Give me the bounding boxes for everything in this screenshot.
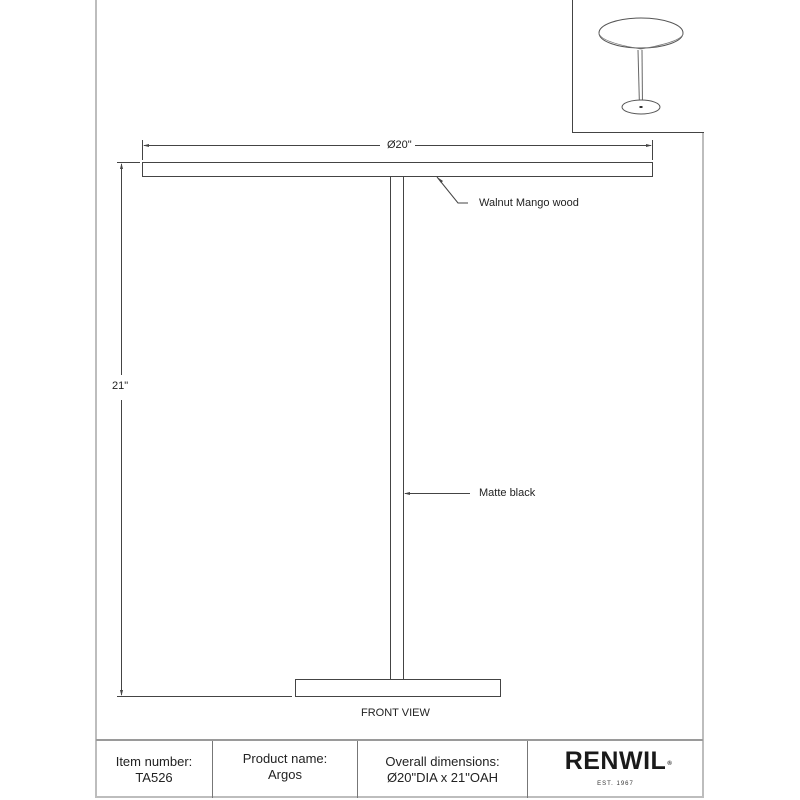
height-dimension-label: 21" xyxy=(112,380,129,392)
base-outline xyxy=(296,680,501,697)
arrow-up-icon xyxy=(120,163,123,169)
perspective-thumbnail xyxy=(572,0,704,133)
brand-cell xyxy=(528,741,703,798)
view-label: FRONT VIEW xyxy=(361,707,430,719)
product-name-label: Product name: xyxy=(242,750,328,766)
item-number-cell xyxy=(96,741,213,798)
product-name-value: Argos xyxy=(268,766,302,782)
brand-logo xyxy=(564,746,673,775)
item-number-value: TA526 xyxy=(135,769,173,785)
height-dimension xyxy=(117,163,292,697)
top-material-callout: Walnut Mango wood xyxy=(479,197,579,209)
overall-dimensions-value: Ø20"DIA x 21"OAH xyxy=(386,769,499,785)
width-dimension-label: Ø20" xyxy=(387,139,412,151)
brand-tagline: EST. 1967 xyxy=(597,780,634,787)
stem-material-callout: Matte black xyxy=(479,487,536,499)
stem-outline xyxy=(391,177,404,680)
leader-arrow-icon xyxy=(437,177,443,183)
overall-dimensions-cell xyxy=(358,741,528,798)
arrow-right-icon xyxy=(646,144,652,147)
registered-mark: ® xyxy=(667,760,673,767)
table-perspective-icon xyxy=(573,0,705,133)
overall-dimensions-label: Overall dimensions: xyxy=(385,753,500,769)
product-name-cell xyxy=(213,741,358,798)
title-block xyxy=(96,739,703,798)
table-top-outline xyxy=(143,163,653,177)
arrow-left-icon xyxy=(143,144,149,147)
leader-arrow-icon xyxy=(404,492,410,495)
brand-name: RENWIL xyxy=(564,746,667,775)
item-number-label: Item number: xyxy=(115,753,193,769)
arrow-down-icon xyxy=(120,690,123,696)
